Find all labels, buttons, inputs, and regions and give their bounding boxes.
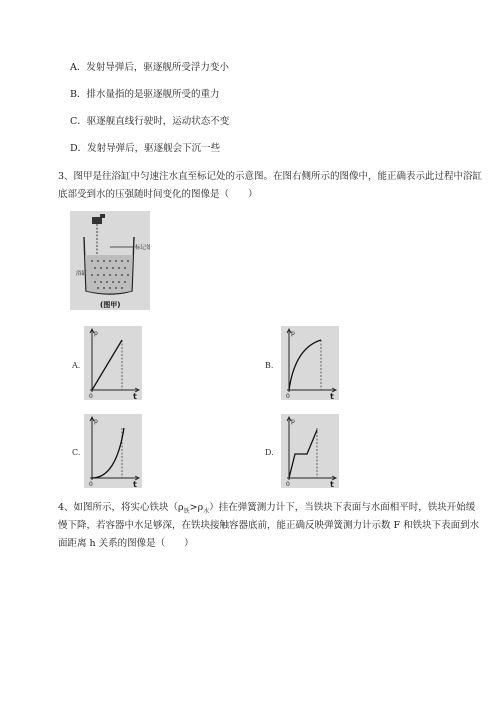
q4-line2: 慢下降，若容器中水足够深，在铁块接触容器底前，能正确反映弹簧测力计示数 F 和铁块下表面到水: [58, 520, 480, 531]
pressure-curve: [289, 430, 317, 478]
origin-label: 0: [286, 481, 290, 488]
mark-label: 标记处: [135, 245, 150, 251]
q4-line1: 4、如图所示，将实心铁块$(\rho_铁>\rho_水)$挂在弹簧测力计下，当铁块下表面与水面相平时，铁块开始缓: [58, 502, 476, 515]
pressure-curve: [289, 340, 321, 390]
y-axis-label: p: [291, 418, 295, 425]
q3-stem-line1: 3、图甲是往浴缸中匀速注水直至标记处的示意图。在图右侧所示的图像中，能正确表示此过程中浴缸: [58, 171, 483, 182]
pressure-curve: [92, 428, 124, 478]
figure-caption: (图甲): [100, 301, 121, 309]
graph-d: [281, 414, 339, 488]
graph-b: [281, 326, 339, 400]
x-axis-label: t: [330, 392, 334, 400]
bathtub-illustration: [70, 211, 150, 310]
y-axis-label: p: [291, 330, 295, 337]
q3-stem-line2: 底部受到水的压强随时间变化的图像是（ ）: [58, 189, 258, 200]
tub-label: 浴缸: [76, 271, 88, 277]
x-axis-label: t: [330, 480, 334, 488]
faucet-icon: [92, 217, 102, 224]
q2-option-d: D．发射导弹后，驱逐舰会下沉一些: [70, 143, 221, 154]
x-axis-label: t: [133, 392, 137, 400]
y-axis-label: p: [94, 330, 98, 337]
q4-line3: 面距离 h 关系的图像是（ ）: [58, 538, 194, 549]
origin-label: 0: [286, 393, 290, 400]
y-axis-label: p: [94, 418, 98, 425]
q2-option-a: A．发射导弹后，驱逐舰所受浮力变小: [70, 62, 229, 73]
option-c-label: C.: [72, 448, 81, 457]
q2-option-c: C．驱逐舰直线行驶时，运动状态不变: [70, 116, 230, 127]
x-axis-label: t: [133, 480, 137, 488]
bathtub-figure: [70, 211, 150, 310]
graph-a: [84, 326, 142, 400]
origin-label: 0: [89, 481, 93, 488]
option-d-label: D.: [265, 448, 274, 457]
origin-label: 0: [89, 393, 93, 400]
q2-option-b: B．排水量指的是驱逐舰所受的重力: [70, 89, 220, 100]
option-a-label: A.: [72, 361, 81, 370]
option-b-label: B.: [265, 361, 274, 370]
pressure-curve: [92, 340, 122, 390]
graph-c: [84, 414, 142, 488]
